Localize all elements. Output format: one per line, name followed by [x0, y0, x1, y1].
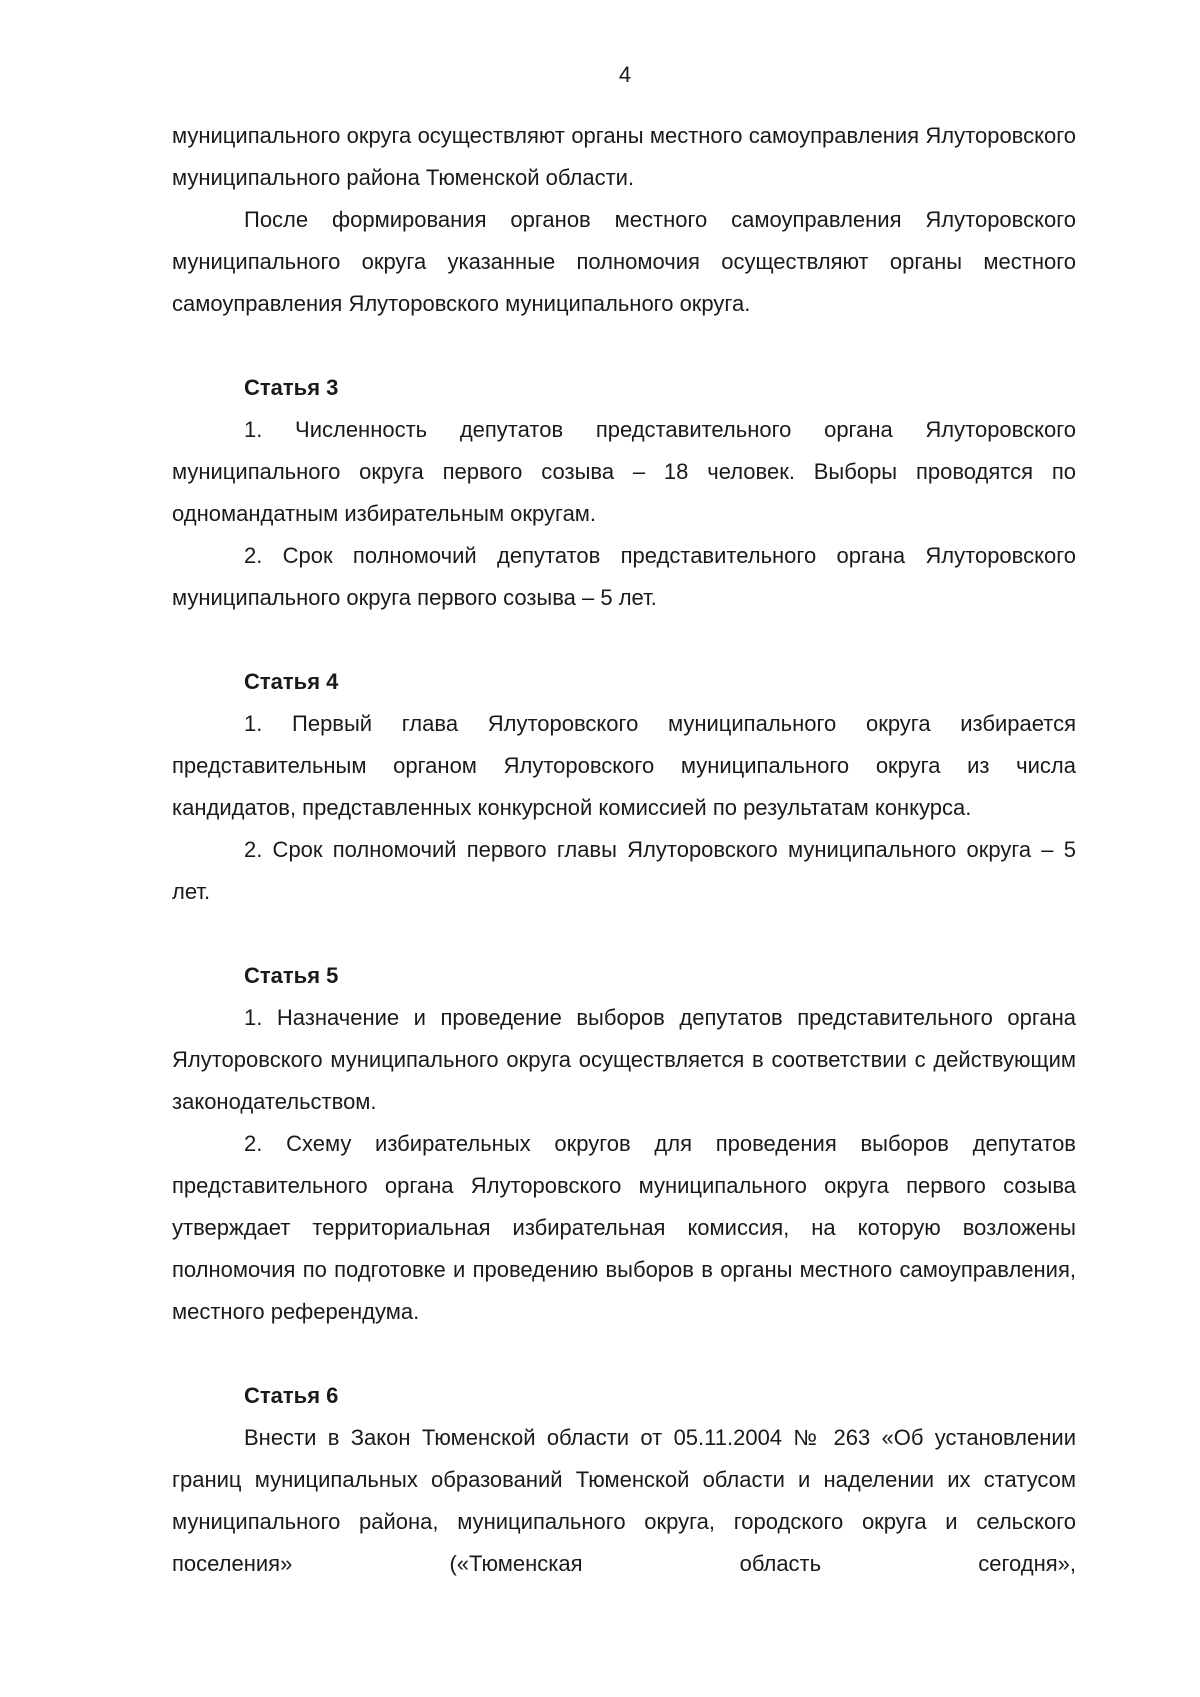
article-5-clause-1: 1. Назначение и проведение выборов депутатов представительного органа Ялуторовского муниципального округа осуществляется в соответствии с действующим законодательством. [172, 1005, 1076, 1114]
article-heading-6: Статья 6 [244, 1383, 339, 1408]
article-6-text: Внести в Закон Тюменской области от 05.11.2004 № 263 «Об установлении границ муниципальных образований Тюменской области и наделении их статусом муниципального района, муниципального округа, городского округа и сельского поселения» («Тюменская область сегодня», [172, 1425, 1076, 1576]
article-3-clause-2: 2. Срок полномочий депутатов представительного органа Ялуторовского муниципального округа первого созыва – 5 лет. [172, 543, 1076, 610]
article-heading-4: Статья 4 [244, 669, 339, 694]
article-heading-5: Статья 5 [244, 963, 339, 988]
paragraph-continuation: муниципального округа осуществляют органы местного самоуправления Ялуторовского муниципального района Тюменской области. [172, 123, 1076, 190]
article-4-clause-1: 1. Первый глава Ялуторовского муниципального округа избирается представительным органом Ялуторовского муниципального округа из числа кандидатов, представленных конкурсной комиссией по результатам конкурса. [172, 711, 1076, 820]
page-number: 4 [618, 62, 632, 87]
article-heading-3: Статья 3 [244, 375, 339, 400]
document-body [172, 115, 1076, 1585]
article-3-clause-1: 1. Численность депутатов представительного органа Ялуторовского муниципального округа первого созыва – 18 человек. Выборы проводятся по одномандатным избирательным округам. [172, 417, 1076, 526]
article-5-clause-2: 2. Схему избирательных округов для проведения выборов депутатов представительного органа Ялуторовского муниципального округа первого созыва утверждает территориальная избирательная комиссия, на которую возложены полномочия по подготовке и проведению выборов в органы местного самоуправления, местного референдума. [172, 1131, 1076, 1324]
paragraph: После формирования органов местного самоуправления Ялуторовского муниципального округа указанные полномочия осуществляют органы местного самоуправления Ялуторовского муниципального округа. [172, 207, 1076, 316]
article-4-clause-2: 2. Срок полномочий первого главы Ялуторовского муниципального округа – 5 лет. [172, 837, 1076, 904]
